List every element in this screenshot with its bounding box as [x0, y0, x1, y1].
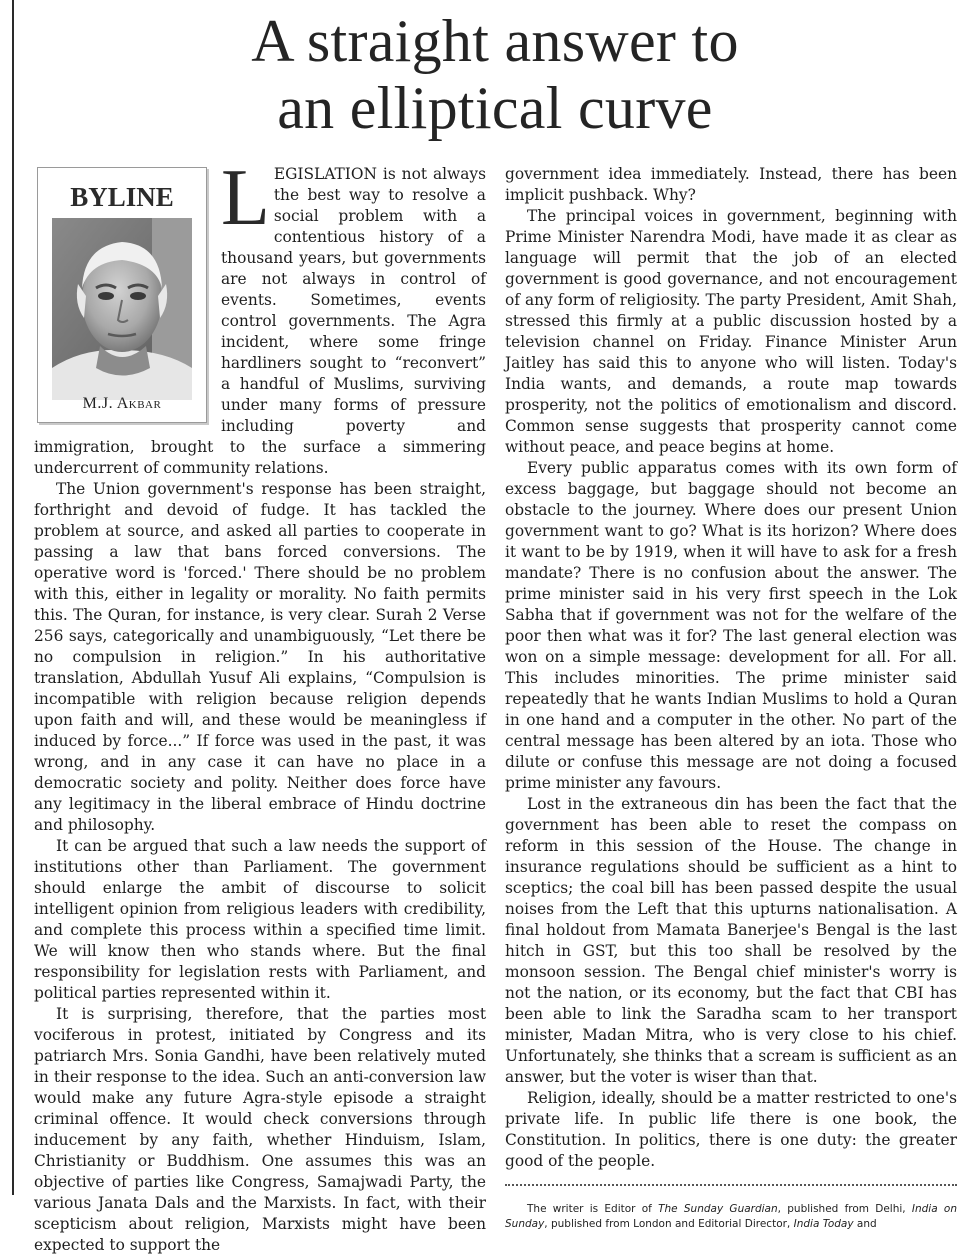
drop-cap: L [221, 154, 270, 242]
paragraph-4: It is surprising, therefore, that the parties most vociferous in protest, initiated by Congress and its patriarch Mrs. Sonia Gandhi, have been relatively muted in their response to the idea. Such an anti-conversion law would make any future Agra-style episode a straight criminal offence. It would check conversions through inducement by any faith, whether Hinduism, Islam, Christianity or Buddhism. One assumes this was an objective of parties like Congress, Samajwadi Party, the various Janata Dals and the Marxists. In fact, with their scepticism about religion, Marxists might have been expected to support the [34, 1005, 486, 1254]
author-portrait [52, 218, 192, 400]
paragraph-5: The principal voices in government, beginning with Prime Minister Narendra Modi, have made it as clear as language will permit that the job of an elected government is good governance, and not encouragement of any form of religiosity. The party President, Amit Shah, stressed this firmly at a public discussion hosted by a television channel on Friday. Finance Minister Arun Jaitley has said this to anyone who will listen. Today's India wants, and demands, a route map towards prosperity, not the politics of emotionalism and discord. Common sense suggests that prosperity cannot come without peace, and peace begins at home. [505, 207, 957, 456]
paragraph-4-continued: government idea immediately. Instead, there has been implicit pushback. Why? [505, 165, 957, 204]
paragraph-8: Religion, ideally, should be a matter restricted to one's private life. In public life there is one book, the Constitution. In politics, there is one duty: the greater good of the people. [505, 1089, 957, 1170]
footnote-text-c: , published from London and Editorial Director, [544, 1218, 794, 1230]
headline [40, 8, 950, 142]
footnote-text-b: , published from Delhi, [777, 1203, 912, 1215]
paragraph-2: The Union government's response has been straight, forthright and devoid of fudge. It has tackled the problem at source, and asked all parties to cooperate in passing a law that bans forced conversions. The operative word is 'forced.' There should be no problem with this, either in legality or morality. No faith permits this. The Quran, for instance, is very clear. Surah 2 Verse 256 says, categorically and unambiguously, “Let there be no compulsion in religion.” In his authoritative translation, Abdullah Yusuf Ali explains, “Compulsion is incompatible with religion because religion depends upon faith and will, and these would be meaningless if induced by force...” If force was used in the past, it was wrong, and in any case it can have no place in a democratic society and polity. Neither does force have any legitimacy in the liberal embrace of Hindu doctrine and philosophy. [34, 480, 486, 834]
byline-box [37, 167, 207, 423]
article-column-left [34, 154, 486, 1256]
byline-title: BYLINE [70, 182, 174, 212]
paragraph-1-body: is not always the best way to resolve a social problem with a contentious history of a thousand years, but governments are not always in control of events. Sometimes, events control governments. The Agra incident, where some fringe hardliners sought to “reconvert” a handful of Muslims, surviving under many forms of pressure including poverty and immigration, brought to the surface a simmering undercurrent of community relations. [34, 165, 486, 477]
column-rule [12, 0, 14, 1195]
footnote-publication-2: India on Sunday [505, 1203, 957, 1230]
author-footnote [505, 1202, 957, 1232]
footnote-publication-3: India Today [793, 1218, 854, 1230]
footnote-text-a: The writer is Editor of [527, 1203, 659, 1215]
headline-line-2: an elliptical curve [277, 75, 713, 141]
footnote-text-d: and [853, 1218, 877, 1230]
lead-word: EGISLATION [273, 165, 377, 183]
paragraph-3: It can be argued that such a law needs the support of institutions other than Parliament. The government should enlarge the ambit of discourse to solicit intelligent opinion from religious leaders with credibility, and complete this process within a specified time limit. We will know then who stands where. But the final responsibility for legislation rests with Parliament, and political parties represented within it. [34, 837, 486, 1002]
footnote-publication-1: The Sunday Guardian [658, 1203, 778, 1215]
author-photo-icon [52, 218, 192, 400]
paragraph-6: Every public apparatus comes with its own form of excess baggage, but baggage should not become an obstacle to the journey. Where does our present Union government want to go? What is its horizon? Where does it want to be by 1919, when it will have to ask for a fresh mandate? There is no confusion about the answer. The prime minister said in his very first speech in the Lok Sabha that if government was not for the welfare of the poor then what was it for? The last general election was won on a simple message: development for all. For all. This includes minorities. The prime minister said repeatedly that he wants Indian Muslims to hold a Quran in one hand and a computer in the other. No part of the central message has been altered by an iota. Those who dilute or confuse this message are not doing a focused prime minister any favours. [505, 459, 957, 792]
article-column-right [505, 164, 957, 1232]
author-name: M.J. Akbar [82, 395, 162, 412]
dotted-divider [505, 1184, 957, 1186]
headline-line-1: A straight answer to [251, 8, 739, 74]
paragraph-7: Lost in the extraneous din has been the fact that the government has been able to reset the compass on reform in this session of the House. The change in insurance regulations should be sufficient as a hint to sceptics; the coal bill has been passed despite the usual noises from the Left that this upturns nationalisation. A final holdout from Mamata Banerjee's Bengal is the last hitch in GST, but this too shall be resolved by the monsoon session. The Bengal chief minister's worry is not the nation, or its economy, but the fact that CBI has been able to link the Saradha scam to her transport minister, Madan Mitra, who is very close to his chief. Unfortunately, she thinks that a scream is sufficient as an answer, but the voter is wiser than that. [505, 795, 957, 1086]
